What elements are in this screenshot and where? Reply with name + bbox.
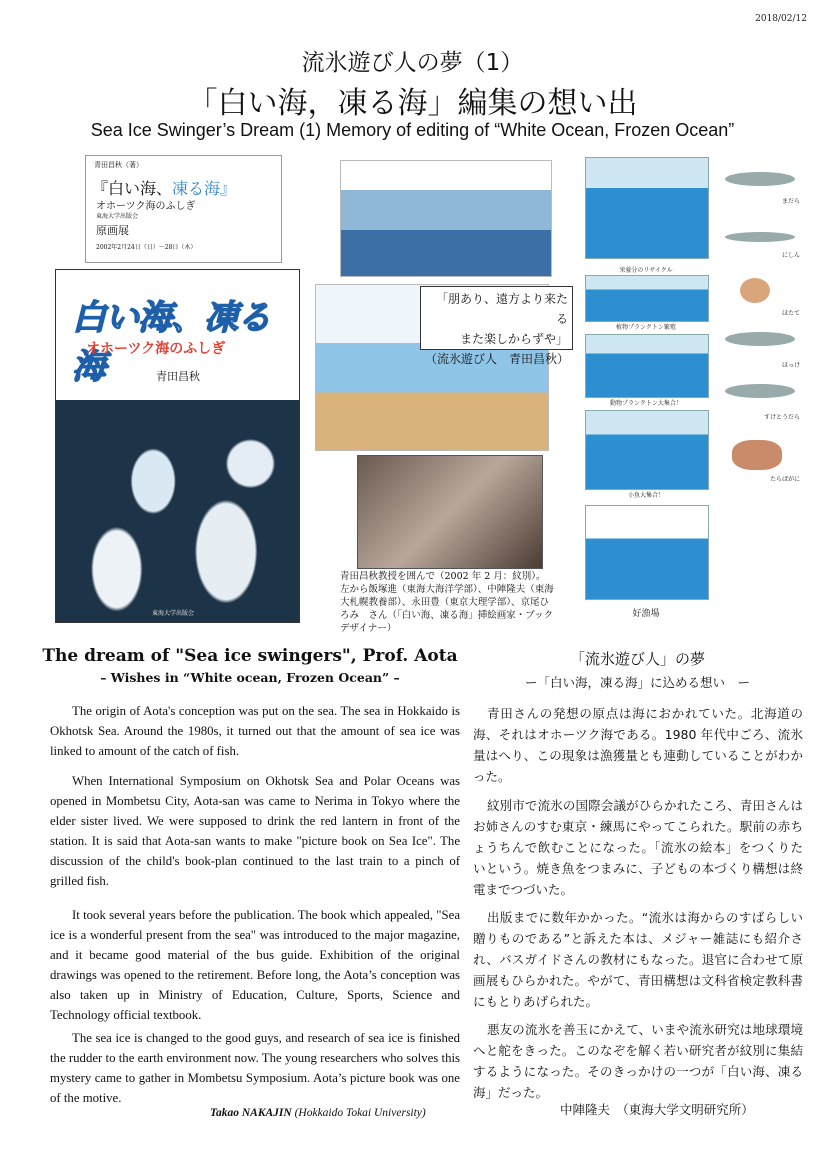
poster-author: 青田昌秋（著） (94, 161, 143, 169)
panel-label: 好漁場 (632, 609, 660, 619)
cover-subtitle: オホーツク海のふしぎ (86, 341, 226, 357)
fish-label: たらばがに (769, 476, 800, 483)
fish-label: すけとうだら (763, 414, 800, 421)
fish-label: ほっけ (781, 362, 800, 369)
poster-title (92, 176, 236, 199)
english-paragraph: It took several years before the publication. The book which appealed, "Sea ice is a wonderful present from the sea" was introduced to the major magazine, and it became good material of the bus guide. Exhibition of the original drawings was opened to the retirement. Before long, the Aota’s conception was also taken up in Ministry of Education, Culture, Sports, Science and Technology official textbook. (50, 908, 460, 1022)
poster-title-a: 『白い海、 (92, 179, 173, 198)
cover-publisher: 東海大学出版会 (152, 610, 195, 617)
japanese-paragraph: 悪友の流氷を善玉にかえて、いまや流氷研究は地球環境へと舵をきった。このなぞを解く若い研究者が紋別に集結するようになった。そのきっかけの一つが「白い海、凍る海」だった。 (473, 1022, 803, 1100)
fish-icon (725, 172, 795, 186)
signature-affiliation: (Hokkaido Tokai University) (291, 1107, 426, 1119)
group-photo (357, 455, 543, 569)
fish-label: まだら (781, 198, 800, 205)
japanese-signature: 中陣隆夫 （東海大学文明研究所） (560, 1102, 754, 1117)
english-paragraph: When International Symposium on Okhotsk Sea and Polar Oceans was opened in Mombetsu City, Aota-san was came to Nerima in Tokyo where the elder sister lived. We were supposed to drink the red lantern in front of the station. It is said that Aota-san wants to make "picture book on Sea Ice". The discussion of the child's book-plan continued to the last train to a pinch of grilled fish. (50, 774, 460, 888)
panel-label: 動物プランクトン大集合！ (610, 400, 682, 407)
cover-title: 白い海、凍る海 (72, 298, 270, 387)
photo-caption: 青田昌秋教授を囲んで（2002 年 2 月：紋別）。左から飯塚進（東海大海洋学部）、中陣隆夫（東海大札幌教養部）、永田豊（東京大理学部）、京尾ひろみ さん（「白い海、凍る海」挿絵画家・ブックデザイナー） (340, 571, 554, 634)
english-signature (210, 1107, 426, 1119)
panel-label: 植物プランクトン繁殖 (616, 324, 676, 331)
title-japanese-line2: 「白い海，凍る海」編集の想い出 (187, 86, 638, 121)
english-heading: The dream of "Sea ice swingers", Prof. Aota (42, 646, 458, 666)
poster-subtitle: オホーツク海のふしぎ (96, 201, 196, 212)
japanese-paragraph: 青田さんの発想の原点は海におかれていた。北海道の海、それはオホーツク海である。1980 年代中ごろ、流氷量はへり、この現象は漁獲量とも連動していることがわかった。 (473, 706, 803, 784)
cover-author: 青田昌秋 (156, 370, 200, 383)
panel-label: 小魚大集合！ (627, 492, 664, 499)
panel-zooplankton (585, 334, 709, 398)
panel-fishing-ground (585, 505, 709, 600)
poster-dates: 2002年2月24日（日）〜28日（木） (96, 244, 197, 251)
quote-line3: （流氷遊び人 青田昌秋） (425, 352, 570, 366)
japanese-heading: 「流氷遊び人」の夢 (569, 650, 705, 668)
japanese-paragraph: 紋別市で流氷の国際会議がひらかれたころ、青田さんはお姉さんのすむ東京・練馬にやってこられた。駅前の赤ちょうちんで飲むことになった。「流氷の絵本」をつくりたいという。焼き魚をつまみに、子どもの本づくり構想は終電までつづいた。 (473, 798, 803, 897)
fish-icon (725, 384, 795, 398)
title-english: Sea Ice Swinger’s Dream (1) Memory of editing of “White Ocean, Frozen Ocean” (90, 120, 735, 140)
quote-line2: また楽しからずや」 (459, 332, 568, 346)
english-paragraph: The origin of Aota's conception was put on the sea. The sea in Hokkaido is Okhotsk Sea. Around the 1980s, it turned out that the amount of sea ice was linked to amount of the catch of fish. (50, 704, 460, 758)
book-cover (55, 269, 300, 623)
panel-phytoplankton (585, 275, 709, 322)
quote-box (420, 286, 573, 366)
japanese-paragraph: 出版までに数年かかった。“流氷は海からのすばらしい贈りものである”と訴えた本は、メジャー雑誌にも紹介され、バスガイドさんの教材にもなった。退官に合わせて原画展もひらかれた。やがて、青田構想は文科省検定教科書にもとりあげられた。 (473, 910, 803, 1009)
title-japanese-line1: 流氷遊び人の夢（1） (301, 50, 524, 76)
panel-small-fish (585, 410, 709, 490)
fish-icon (725, 232, 795, 242)
poster-publisher: 東海大学出版会 (96, 213, 139, 220)
fish-label: ほたて (781, 310, 800, 317)
poster-title-b: 凍る海』 (172, 179, 237, 198)
fish-label: にしん (781, 252, 800, 259)
scallop-icon (740, 278, 770, 303)
english-paragraph: The sea ice is changed to the good guys, and research of sea ice is finished the rudder to the earth environment now. The young researchers who solves this mystery came to gather in Mombetsu Symposium. Aota’s picture book was one of the motive. (50, 1031, 460, 1105)
english-subheading: – Wishes in “White ocean, Frozen Ocean” – (100, 670, 400, 685)
poster-exhibition: 原画展 (96, 224, 129, 237)
ocean-diagram-top (340, 160, 552, 277)
quote-line1: 「朋あり、遠方より来たる (435, 292, 568, 326)
exhibition-poster (85, 155, 282, 263)
panel-nutrient-recycle (585, 157, 709, 259)
panel-label: 栄養分のリサイクル (619, 267, 673, 274)
date: 2018/02/12 (755, 14, 807, 24)
fish-icon (725, 332, 795, 346)
japanese-subheading: ー「白い海，凍る海」に込める想い ー (524, 675, 750, 690)
crab-icon (732, 440, 782, 470)
signature-name: Takao NAKAJIN (210, 1107, 292, 1119)
